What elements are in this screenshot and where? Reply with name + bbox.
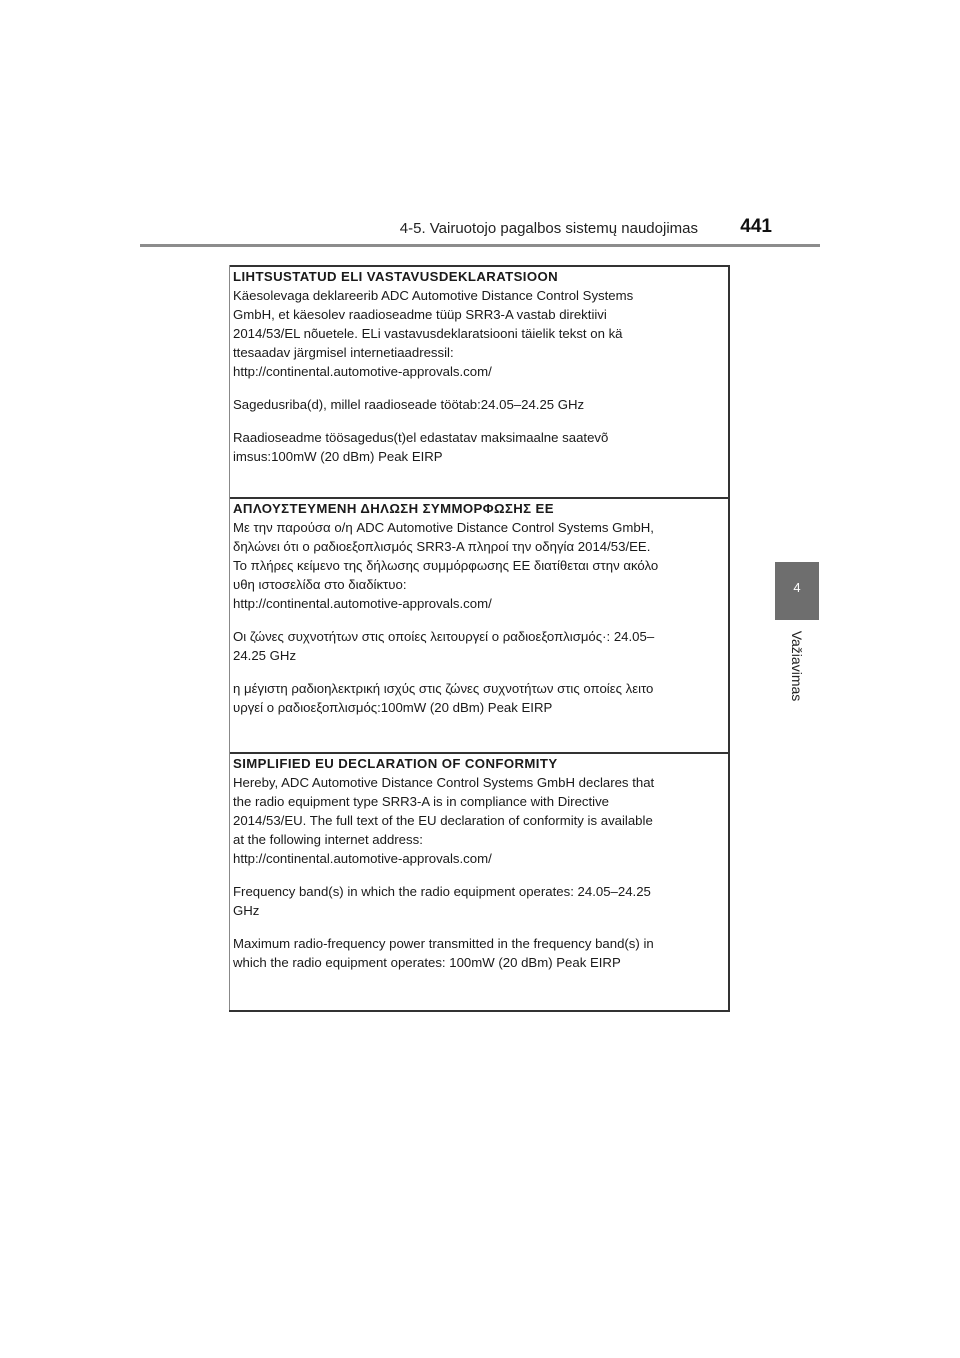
chapter-label: Važiavimas bbox=[789, 630, 805, 702]
chapter-number: 4 bbox=[793, 580, 801, 595]
declaration-text-line: Raadioseadme töösagedus(t)el edastatav maksimaalne saatevõ bbox=[233, 430, 609, 445]
declaration-text-line: Οι ζώνες συχνοτήτων στις οποίες λειτουργεί ο ραδιοεξοπλισμός·: 24.05– bbox=[233, 629, 655, 644]
chapter-tab bbox=[775, 562, 819, 620]
declaration-text-line: Maximum radio-frequency power transmitted in the frequency band(s) in bbox=[233, 936, 654, 951]
section-heading: LIHTSUSTATUD ELI VASTAVUSDEKLARATSIOON bbox=[233, 269, 559, 284]
section-heading: ΑΠΛΟΥΣΤΕΥΜΕΝΗ ΔΗΛΩΣΗ ΣΥΜΜΟΡΦΩΣΗΣ ΕΕ bbox=[233, 501, 554, 516]
declaration-text-line: δηλώνει ότι ο ραδιοεξοπλισμός SRR3-A πληροί την οδηγία 2014/53/ΕΕ. bbox=[233, 539, 651, 554]
declaration-text-line: Käesolevaga deklareerib ADC Automotive Distance Control Systems bbox=[233, 288, 634, 303]
header-divider bbox=[140, 244, 820, 247]
declaration-url[interactable]: http://continental.automotive-approvals.com/ bbox=[233, 596, 492, 611]
declaration-url[interactable]: http://continental.automotive-approvals.com/ bbox=[233, 851, 492, 866]
declaration-text-line: Το πλήρες κείμενο της δήλωσης συμμόρφωσης ΕΕ διατίθεται στην ακόλο bbox=[233, 558, 659, 573]
section-divider bbox=[230, 752, 728, 754]
paragraph-gap bbox=[233, 665, 728, 679]
declaration-text-line: which the radio equipment operates: 100mW (20 dBm) Peak EIRP bbox=[233, 955, 621, 970]
paragraph-gap bbox=[233, 920, 728, 934]
declaration-text-line: η μέγιστη ραδιοηλεκτρική ισχύς στις ζώνες συχνοτήτων στις οποίες λειτο bbox=[233, 681, 654, 696]
section-content bbox=[230, 752, 728, 972]
declaration-text-line: Hereby, ADC Automotive Distance Control Systems GmbH declares that bbox=[233, 775, 655, 790]
declaration-text-line: Sagedusriba(d), millel raadioseade töötab:24.05–24.25 GHz bbox=[233, 397, 585, 412]
declarations-box bbox=[229, 265, 730, 1012]
declaration-text-line: imsus:100mW (20 dBm) Peak EIRP bbox=[233, 449, 443, 464]
declaration-url[interactable]: http://continental.automotive-approvals.com/ bbox=[233, 364, 492, 379]
declaration-text-line: at the following internet address: bbox=[233, 832, 423, 847]
declaration-text-line: Frequency band(s) in which the radio equipment operates: 24.05–24.25 bbox=[233, 884, 651, 899]
declaration-text-line: GmbH, et käesolev raadioseadme tüüp SRR3-A vastab direktiivi bbox=[233, 307, 607, 322]
paragraph-gap bbox=[233, 868, 728, 882]
declaration-text-line: the radio equipment type SRR3-A is in compliance with Directive bbox=[233, 794, 610, 809]
declaration-text-line: υργεί ο ραδιοεξοπλισμός:100mW (20 dBm) Peak EIRP bbox=[233, 700, 553, 715]
section-content bbox=[230, 265, 728, 466]
declaration-section-english bbox=[230, 752, 728, 972]
section-heading: SIMPLIFIED EU DECLARATION OF CONFORMITY bbox=[233, 756, 558, 771]
paragraph-gap bbox=[233, 414, 728, 428]
box-bottom-border bbox=[229, 1010, 729, 1012]
section-divider bbox=[230, 265, 728, 267]
declaration-section-greek bbox=[230, 497, 728, 717]
page-number: 441 bbox=[740, 216, 772, 237]
section-title: 4-5. Vairuotojo pagalbos sistemų naudojimas bbox=[399, 220, 698, 237]
declaration-text-line: 24.25 GHz bbox=[233, 648, 297, 663]
section-content bbox=[230, 497, 728, 717]
declaration-text-line: 2014/53/EL nõuetele. ELi vastavusdeklaratsiooni täielik tekst on kä bbox=[233, 326, 623, 341]
page-header bbox=[140, 216, 820, 246]
declaration-text-line: 2014/53/EU. The full text of the EU declaration of conformity is available bbox=[233, 813, 653, 828]
declaration-text-line: Με την παρούσα ο/η ADC Automotive Distance Control Systems GmbH, bbox=[233, 520, 654, 535]
declaration-text-line: GHz bbox=[233, 903, 260, 918]
declaration-text-line: ttesaadav järgmisel internetiaadressil: bbox=[233, 345, 454, 360]
paragraph-gap bbox=[233, 381, 728, 395]
paragraph-gap bbox=[233, 613, 728, 627]
declaration-text-line: υθη ιστοσελίδα στο διαδίκτυο: bbox=[233, 577, 407, 592]
section-divider bbox=[230, 497, 728, 499]
declaration-section-estonian bbox=[230, 265, 728, 466]
